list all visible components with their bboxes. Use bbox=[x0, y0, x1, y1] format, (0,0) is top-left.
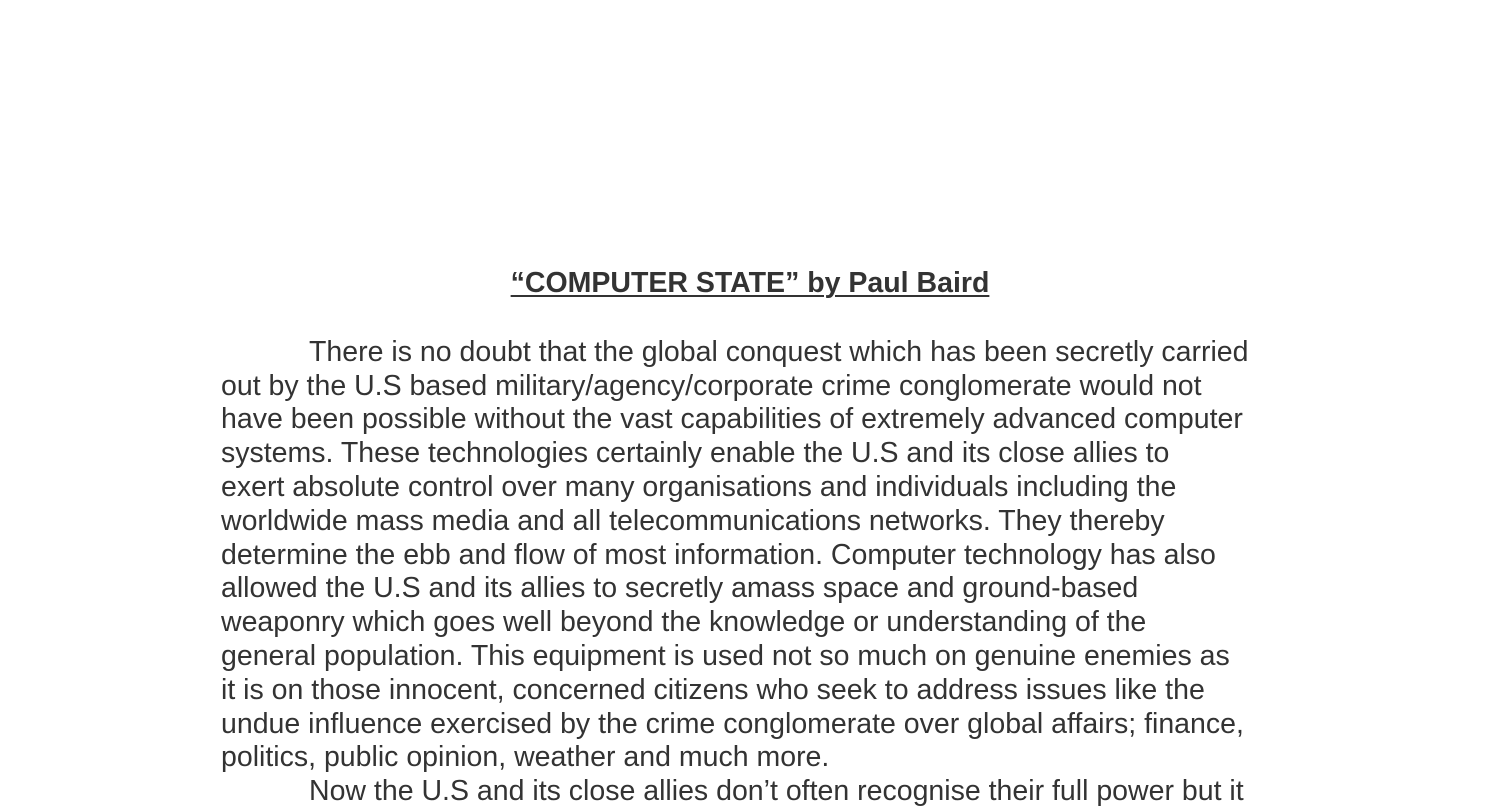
paragraph-line: There is no doubt that the global conquest which has been secretly carried bbox=[309, 336, 1249, 368]
paragraph-line: worldwide mass media and all telecommunications networks. They thereby bbox=[221, 505, 1165, 537]
paragraph-line: it is on those innocent, concerned citizens who seek to address issues like the bbox=[221, 674, 1205, 706]
paragraph-line: exert absolute control over many organisations and individuals including the bbox=[221, 471, 1177, 503]
document-title-text: “COMPUTER STATE” by Paul Baird bbox=[510, 267, 990, 299]
paragraph-line: weaponry which goes well beyond the knowledge or understanding of the bbox=[221, 606, 1147, 638]
paragraph-line: allowed the U.S and its allies to secretly amass space and ground-based bbox=[221, 572, 1139, 604]
paragraph-line: have been possible without the vast capabilities of extremely advanced computer bbox=[221, 403, 1243, 435]
paragraph-line: out by the U.S based military/agency/corporate crime conglomerate would not bbox=[221, 370, 1202, 402]
paragraph-line: determine the ebb and flow of most information. Computer technology has also bbox=[221, 539, 1216, 571]
document-title bbox=[0, 266, 1500, 300]
paragraph-line: systems. These technologies certainly enable the U.S and its close allies to bbox=[221, 437, 1170, 469]
paragraph-line: politics, public opinion, weather and much more. bbox=[221, 741, 830, 773]
paragraph-line: general population. This equipment is used not so much on genuine enemies as bbox=[221, 640, 1230, 672]
paragraph-line: undue influence exercised by the crime conglomerate over global affairs; finance, bbox=[221, 708, 1244, 740]
paragraph-line: Now the U.S and its close allies don’t often recognise their full power but it bbox=[309, 775, 1244, 807]
